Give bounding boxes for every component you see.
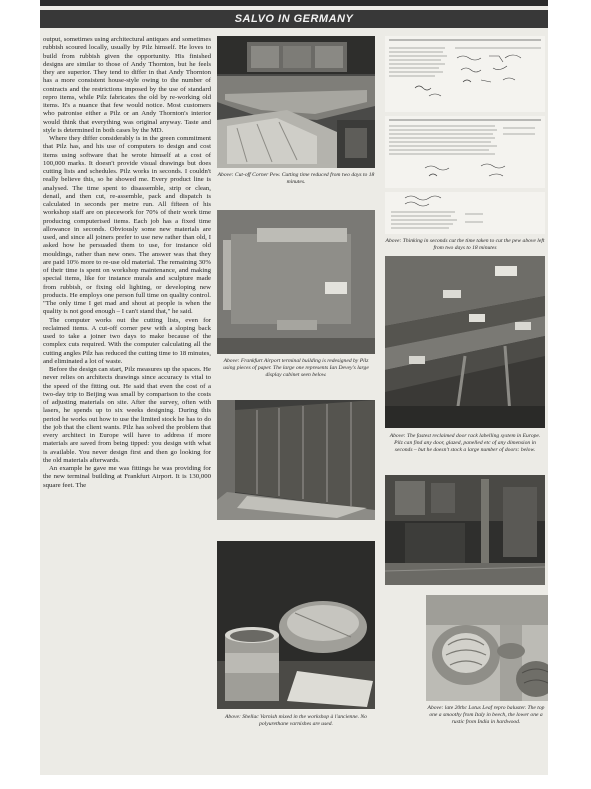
airport-photo xyxy=(217,210,375,354)
section-title: SALVO IN GERMANY xyxy=(234,13,354,25)
schedule-doc-top-graphic xyxy=(385,36,545,112)
article-paragraph: output, sometimes using architectural antiques and sometimes rubbish scoured locally, usually by Pilz himself. He loves to build from rubbish given the opportunity. His finished designs are similar to those of Andy Thornton, but he feels they are superior. They tend to differ in that Andy Thornton has a more consistent house-style owing to the number of contracts and the restrictions imposed by the use of standard repro items, while Pilz fabricates the old by re-working old items. It's a nuance that few would notice. Most customers who patronise either a Pilz or an Andy Thornton's interior would think that everything was original anyway. Taste and style is determined in both cases by the MD. xyxy=(43,36,211,134)
top-rule xyxy=(40,0,548,6)
baluster-photo-graphic xyxy=(426,595,548,701)
door-rack-photo xyxy=(385,256,545,428)
pew-photo xyxy=(217,36,375,168)
shellac-photo-graphic xyxy=(217,541,375,709)
article-column xyxy=(43,36,211,769)
airport-caption: Above: Frankfurt Airport terminal building is redesigned by Pilz using pieces of paper. The large one represents Ian Devey's large display cabinet seen below. xyxy=(223,358,369,378)
schedule-caption: Above: Thinking in seconds cut the time taken to cut the pew above left from two days to 18 minutes xyxy=(385,238,545,251)
schedule-doc-bottom-graphic xyxy=(385,192,545,234)
door-rack-caption: Above: The fastest reclaimed door rack labelling system in Europe. Pilz can find any door, glazed, panelled etc of any dimension in seconds – but he doesn't stock a large number of doors: below. xyxy=(389,433,541,453)
pew-photo-graphic xyxy=(217,36,375,168)
article-paragraph: The computer works out the cutting lists, even for reclaimed items. A cut-off corner pew with a sloping back used to take a joiner two days to make because of the complex cuts required. With the computer calculating all the cutting angles Pilz has reduced the cutting time to 18 minutes, and eliminated a lot of waste. xyxy=(43,316,211,365)
shellac-caption: Above: Shellac Varnish mixed in the workshop à l'ancienne. No polyurethane varnishes are used. xyxy=(225,714,367,727)
shellac-photo xyxy=(217,541,375,709)
airport-photo-graphic xyxy=(217,210,375,354)
schedule-doc-middle xyxy=(385,116,545,188)
article-paragraph: Where they differ considerably is in the green commitment that Pilz has, and his use of computers to design and cost items using software that he wrote himself at a cost of 100,000 marks. It doesn't provide visual drawings but does cutting lists and schedules. Pilz works in seconds. I couldn't really believe this, so he showed me. Every product line is analysed. The time spent to disassemble, strip or clean, denail, and then cut, re-assemble, pack and dispatch is calculated in seconds per metre run. All fifteen of his workshop staff are on piecework for 70% of their work time producing computerised items. Each job has a fixed time allowance in seconds. Obviously some new materials are used, and since all joiners prefer to use new rather than old, I asked how he persuaded them to use, for instance old mouldings, rather than new ones. The answer was that they are paid 10% more to re-use old material. The remaining 30% of their time is spent on workshop maintenance, and making special items, like for instance murals and sculpture made from rubbish, or fixing old lighting, or developing new products. He employs one person full time on quality control. "The only time I get mad and shout at people is when the quality is not good enough – I can't stand that," he said. xyxy=(43,135,211,316)
door-rack-photo-graphic xyxy=(385,256,545,428)
schedule-doc-bottom xyxy=(385,192,545,234)
baluster-photo xyxy=(426,595,548,701)
doors-photo-graphic xyxy=(385,475,545,585)
doors-photo xyxy=(385,475,545,585)
pew-caption: Above: Cut-off Corner Pew. Cutting time reduced from two days to 18 minutes. xyxy=(217,172,375,185)
cabinet-photo-graphic xyxy=(217,400,375,520)
baluster-caption: Above: late 20thc Lotus Leaf repro baluster. The top one a smoothy from Italy in beech, the lower one a rustic from India in hardwood. xyxy=(427,705,545,725)
article-paragraph: Before the design can start, Pilz measures up the spaces. He never relies on architects drawings since accuracy is vital to the speed of the fitting out. He said that even the cost of a two-day trip to Beijing was small by comparison to the costs of adjusting materials on site. After the survey, often with lasers, he spends up to six weeks designing. During this period he works out how to use the limited stock he has to do the job that the client wants. Pilz has solved the problem that every architect in Europe will have to address if more materials are saved from being tipped: you design with what is available. You never design first and then go looking for the old materials afterwards. xyxy=(43,366,211,464)
schedule-doc-middle-graphic xyxy=(385,116,545,188)
cabinet-photo xyxy=(217,400,375,520)
article-paragraph: An example he gave me was fittings he was providing for the new terminal building at Frankfurt Airport. It is 130,000 square feet. The xyxy=(43,465,211,489)
magazine-page xyxy=(40,0,548,775)
schedule-doc-top xyxy=(385,36,545,112)
